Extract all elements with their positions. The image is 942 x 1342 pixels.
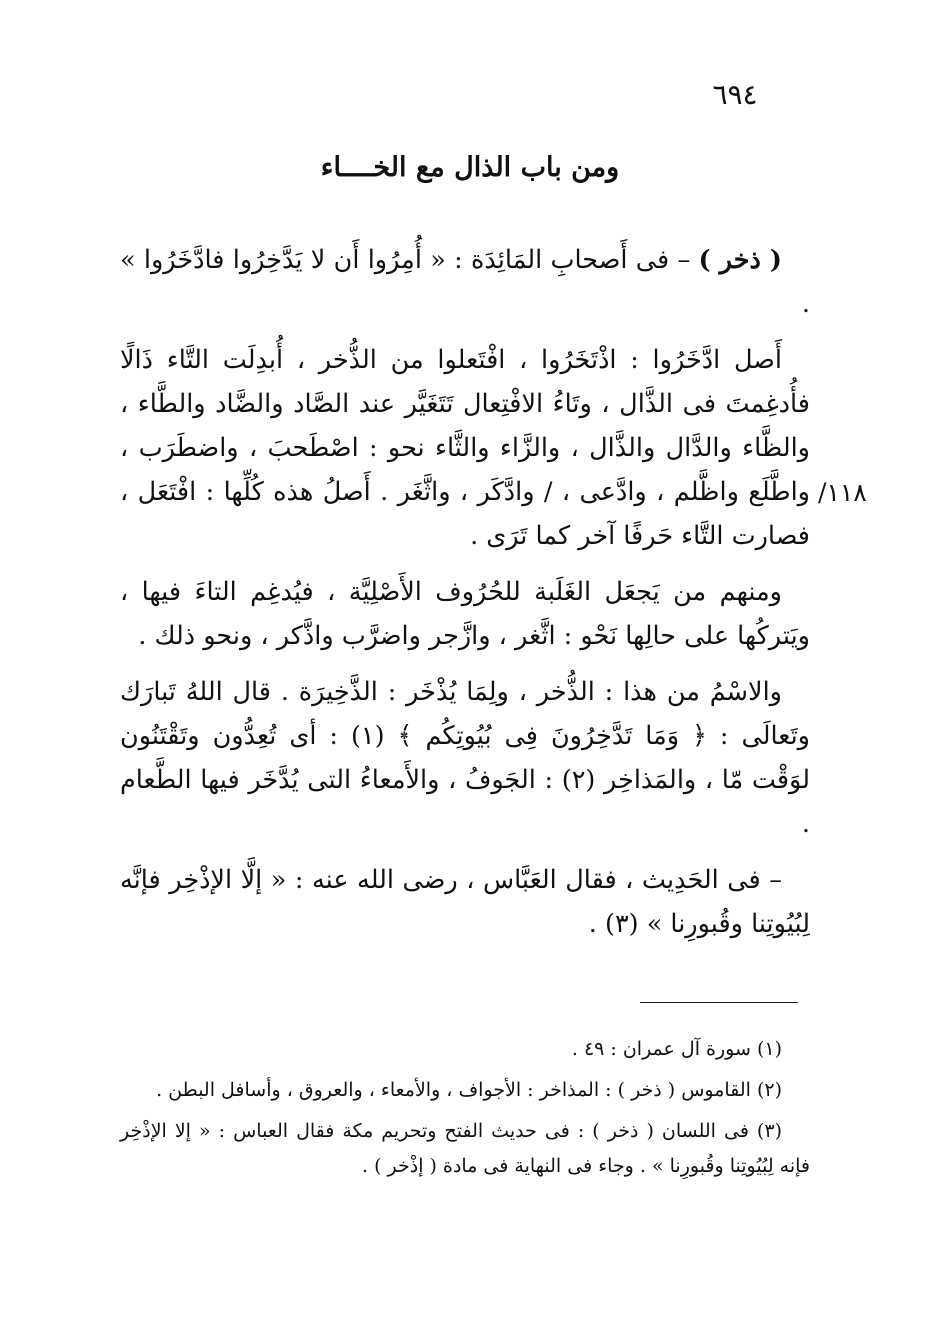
paragraph: – فى الحَدِيث ، فقال العَبَّاس ، رضى الله عنه : « إلَّا الإذْخِر فإنَّه لِبُيُوتِنا وقُبورِنا » (٣) . [120,865,810,939]
entry-paragraph [120,238,810,326]
page-number: ٦٩٤ [712,78,758,111]
paragraph: أَصل ادَّخَرُوا : اذْتَخَرُوا ، افْتَعلوا من الذُّخر ، أُبدِلَت التَّاء ذَالًا فأُدغِمتَ فى الذَّال ، وتَاءُ الافْتِعال تَتَغَيَّر عند الصَّاد والضَّاد والطَّاء ، والظَّاء والدَّال والذَّال ، والزَّاء والثَّاء نحو : اصْطَحبَ ، واضطَرَب ، واطَّلَع واظَّلم ، وادَّعى ، / وادَّكَر ، واثَّغَر . أَصلُ هذه كُلِّها : افْتَعَل ، فصارت التَّاء حَرفًا آخر كما تَرَى . [120,345,810,551]
footnote: (٢) القاموس ( ذخر ) : المذاخر : الأجواف ، والأمعاء ، والعروق ، وأسافل البطن . [156,1079,782,1101]
paragraph: ومنهم من يَجعَل الغَلَبة للحُرُوف الأَصْلِيَّة ، فيُدغِم التاءَ فيها ، ويَتركُها على حالِها نَحْو : اثَّغر ، وازَّجر واضرَّب واذَّكر ، ونحو ذلك . [120,577,810,651]
entry-text: – فى أَصحابِ المَائِدَة : « أُمِرُوا أَن لا يَدَّخِرُوا فادَّخَرُوا » . [120,245,810,319]
entry-headword: ( ذخر ) [698,245,783,275]
main-text [120,238,810,958]
margin-reference: ١١٨/ [818,478,867,507]
chapter-title: ومن باب الذال مع الخــــاء [320,152,620,183]
footnote: (٣) فى اللسان ( ذخر ) : فى حديث الفتح وتحريم مكة فقال العباس : « إلا الإذْخِر فإنه لِبُيُوتِنا وقُبورِنا » . وجاء فى النهاية فى مادة ( إذْخر ) . [120,1120,810,1177]
footnote-divider [640,1002,798,1003]
footnotes [120,1032,810,1190]
footnote: (١) سورة آل عمران : ٤٩ . [571,1038,782,1060]
paragraph: والاسْمُ من هذا : الذُّخر ، ولِمَا يُذْخَر : الذَّخِيرَة . قال اللهُ تَبارَك وتَعالَى : ﴿ وَمَا تَدَّخِرُونَ فِى بُيُوتِكُم ﴾ (١) : أى تُعِدُّون وتَقْتَنُون لوَقْت مّا ، والمَذاخِر (٢) : الجَوفُ ، والأَمعاءُ التى يُدَّخَر فيها الطَّعام . [120,677,810,839]
